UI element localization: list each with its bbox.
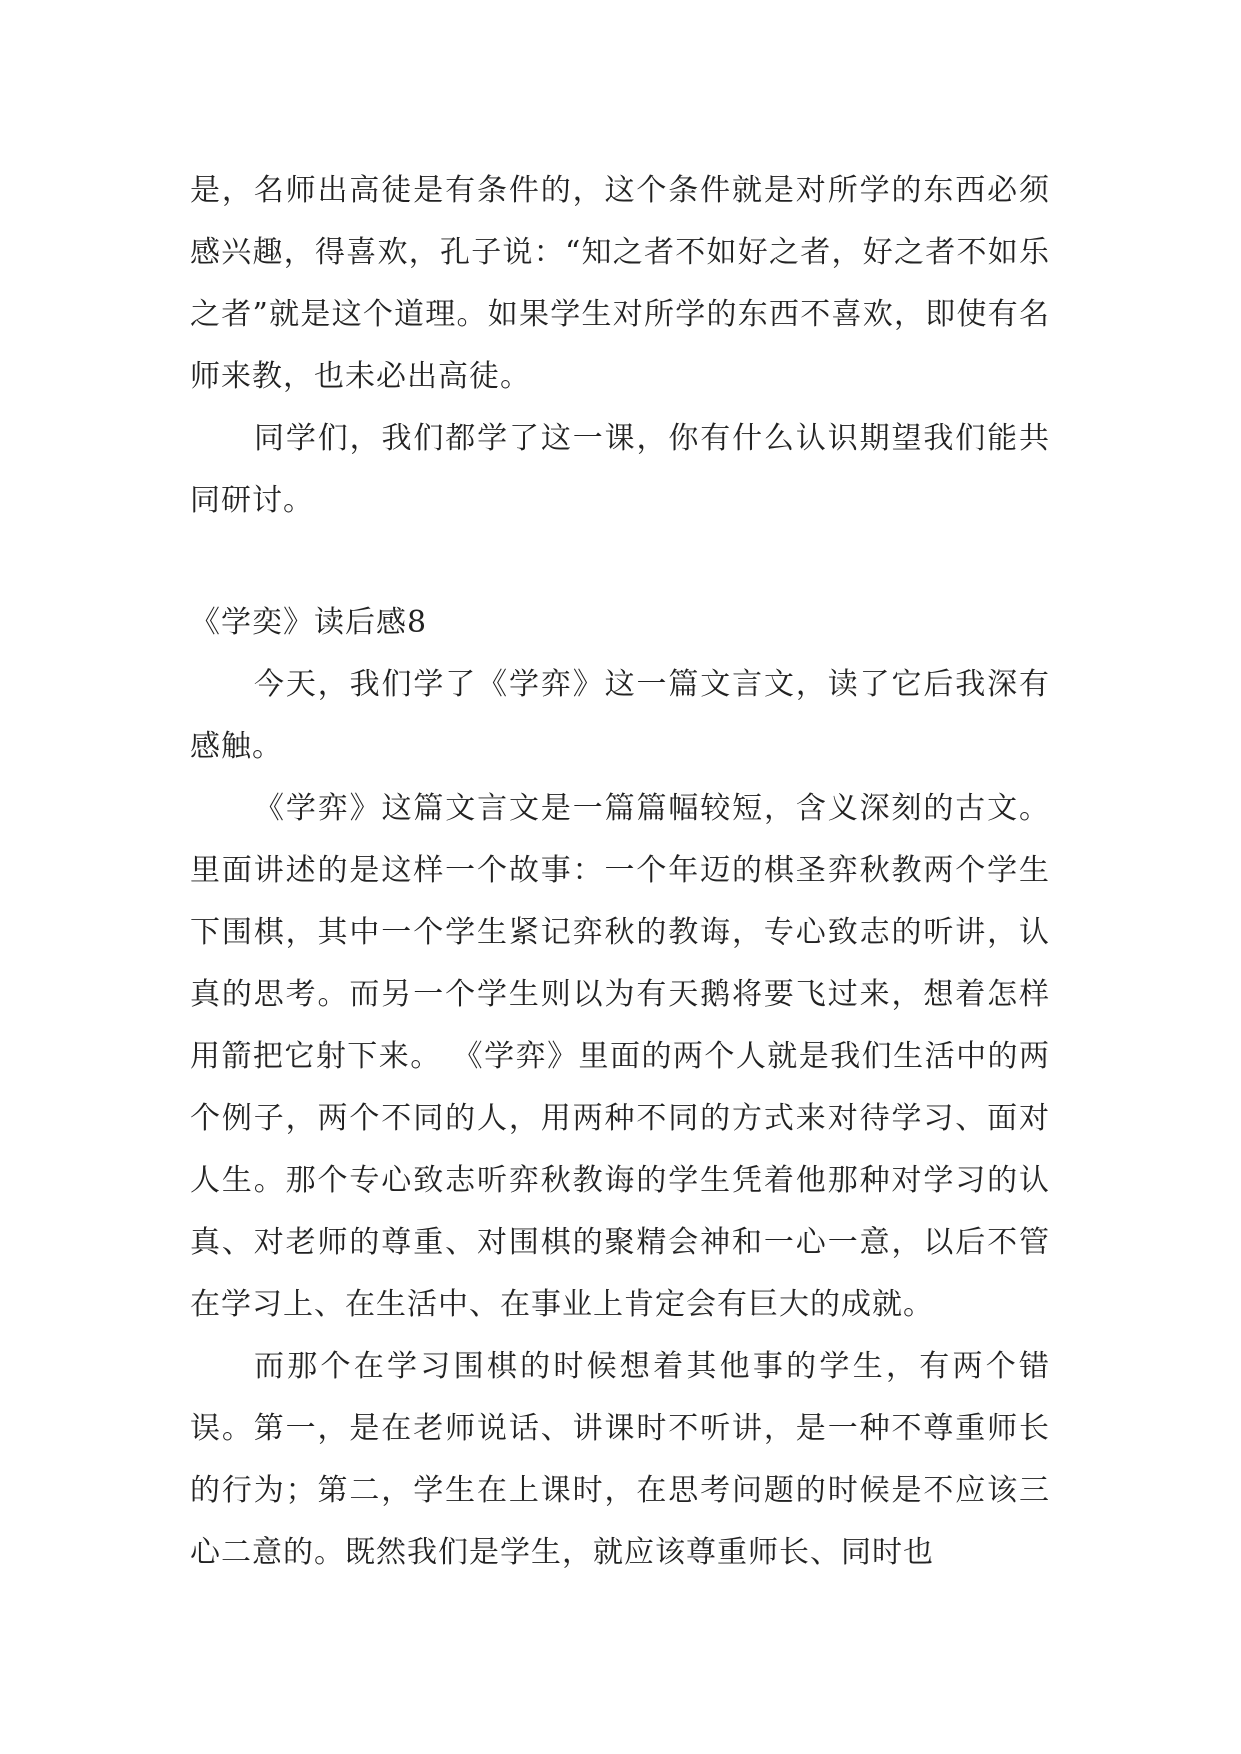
- body-paragraph: 今天，我们学了《学弈》这一篇文言文，读了它后我深有感触。: [190, 667, 1050, 764]
- closing-paragraph: 同学们，我们都学了这一课，你有什么认识期望我们能共同研讨。: [190, 421, 1050, 518]
- body-paragraph: 《学弈》这篇文言文是一篇篇幅较短，含义深刻的古文。里面讲述的是这样一个故事：一个年迈的棋圣弈秋教两个学生下围棋，其中一个学生紧记弈秋的教诲，专心致志的听讲，认真的思考。而另一个学生则以为有天鹅将要飞过来，想着怎样用箭把它射下来。 《学弈》里面的两个人就是我们生活中的两个例子，两个不同的人，用两种不同的方式来对待学习、面对人生。那个专心致志听弈秋教诲的学生凭着他那种对学习的认真、对老师的尊重、对围棋的聚精会神和一心一意，以后不管在学习上、在生活中、在事业上肯定会有巨大的成就。: [190, 791, 1050, 1322]
- section-title: 《学奕》读后感8: [190, 605, 428, 640]
- section-spacer: [190, 532, 1050, 592]
- continuation-paragraph: 是，名师出高徒是有条件的，这个条件就是对所学的东西必须感兴趣，得喜欢，孔子说：“知之者不如好之者，好之者不如乐之者”就是这个道理。如果学生对所学的东西不喜欢，即使有名师来教，也未必出高徒。: [190, 173, 1050, 394]
- body-paragraph: 而那个在学习围棋的时候想着其他事的学生，有两个错误。第一，是在老师说话、讲课时不听讲，是一种不尊重师长的行为；第二，学生在上课时，在思考问题的时候是不应该三心二意的。既然我们是学生，就应该尊重师长、同时也: [190, 1349, 1050, 1570]
- document-body: [190, 160, 1050, 1584]
